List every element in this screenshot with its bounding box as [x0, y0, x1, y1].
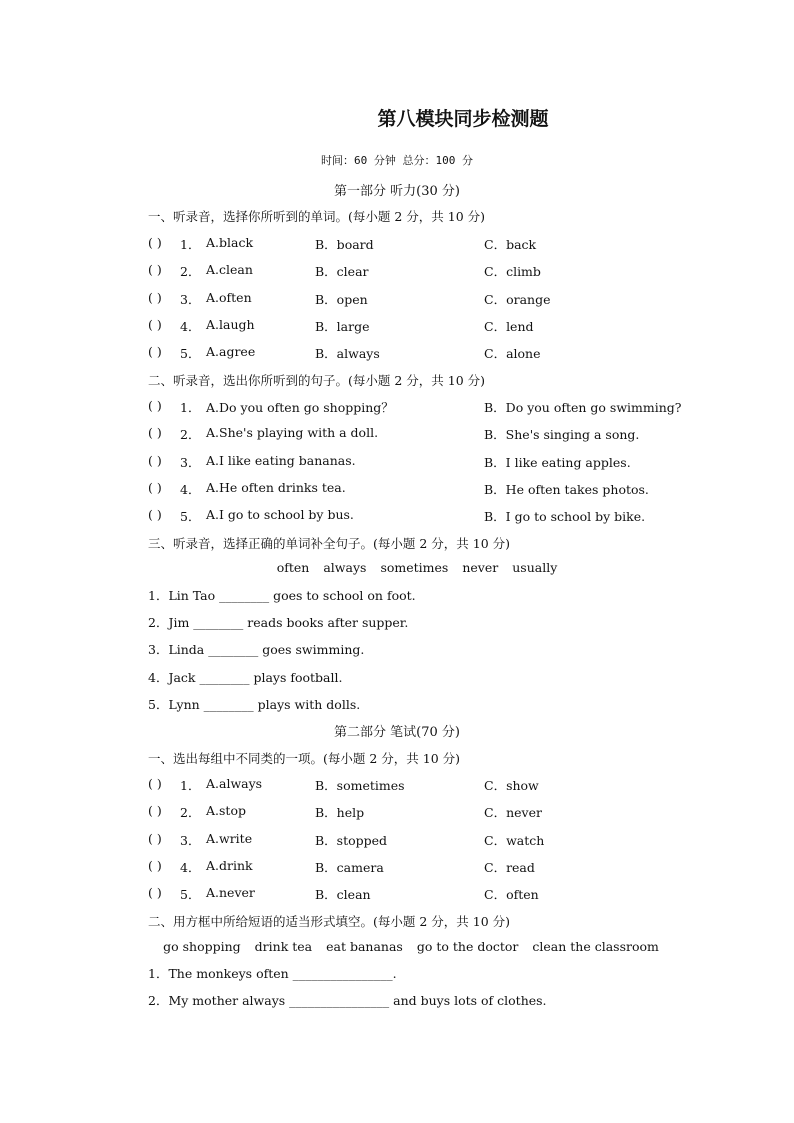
option-c: C．alone	[484, 346, 541, 362]
question-row	[148, 290, 708, 308]
fill-in-sentence: 3．Linda ________ goes swimming.	[148, 642, 365, 658]
option-a: A.agree	[206, 344, 256, 360]
question-row	[148, 803, 708, 821]
option-a: A.I go to school by bus.	[206, 507, 354, 523]
question-row	[148, 425, 708, 443]
answer-blank: ( )	[148, 803, 162, 819]
option-a: A.black	[206, 235, 254, 250]
word-bank-item: usually	[512, 560, 558, 575]
part2-sec1-heading: 一、选出每组中不同类的一项。(每小题 2 分，共 10 分)	[148, 751, 461, 766]
word-bank-item: never	[462, 560, 499, 575]
question-row	[148, 344, 708, 362]
exam-meta: 时间：60 分钟 总分：100 分	[321, 154, 473, 167]
fill-in-sentence: 1．Lin Tao ________ goes to school on foot.	[148, 588, 416, 603]
option-b: B．I like eating apples.	[484, 454, 631, 470]
option-b: B．She's singing a song.	[484, 427, 640, 443]
question-number: 2．	[180, 427, 201, 443]
option-b: B．clean	[315, 887, 371, 903]
option-c: C．watch	[484, 832, 545, 848]
question-number: 3．	[180, 291, 201, 307]
question-row	[148, 262, 708, 280]
word-bank-2	[0, 939, 794, 954]
option-c: C．climb	[484, 264, 541, 280]
fill-in-sentence: 1．The monkeys often ________________.	[148, 966, 397, 981]
option-b: B．He often takes photos.	[484, 481, 649, 497]
question-number: 5．	[180, 509, 201, 525]
option-b: B．board	[315, 237, 374, 252]
answer-blank: ( )	[148, 316, 162, 332]
question-number: 3．	[180, 832, 201, 848]
question-number: 1．	[180, 778, 201, 793]
question-row	[148, 453, 708, 471]
answer-blank: ( )	[148, 857, 162, 873]
part1-sec1-heading: 一、听录音，选择你所听到的单词。(每小题 2 分，共 10 分)	[148, 209, 486, 224]
question-row	[148, 480, 708, 498]
option-a: A.He often drinks tea.	[206, 479, 346, 495]
question-number: 3．	[180, 454, 201, 470]
fill-in-sentence: 2．Jim ________ reads books after supper.	[148, 615, 409, 631]
option-a: A.laugh	[206, 316, 255, 332]
word-bank-item: go to the doctor	[416, 939, 519, 954]
question-row	[148, 885, 708, 903]
option-c: C．read	[484, 859, 535, 875]
question-number: 5．	[180, 346, 201, 362]
option-b: B．camera	[315, 859, 384, 875]
option-a: A.She's playing with a doll.	[206, 425, 379, 441]
part2-heading: 第二部分 笔试(70 分)	[334, 725, 460, 740]
answer-blank: ( )	[148, 507, 162, 523]
question-number: 2．	[180, 264, 201, 280]
question-row	[148, 235, 708, 253]
answer-blank: ( )	[148, 235, 162, 250]
option-b: B．help	[315, 805, 365, 821]
answer-blank: ( )	[148, 776, 162, 791]
answer-blank: ( )	[148, 262, 162, 278]
question-number: 2．	[180, 805, 201, 821]
word-bank-item: often	[276, 560, 310, 575]
fill-in-sentence: 4．Jack ________ plays football.	[148, 669, 343, 685]
question-row	[148, 507, 708, 525]
word-bank-1	[0, 560, 794, 575]
question-row	[148, 831, 708, 849]
answer-blank: ( )	[148, 885, 162, 901]
option-b: B．stopped	[315, 832, 388, 848]
option-b: B．I go to school by bike.	[484, 509, 646, 525]
fill-in-sentence: 5．Lynn ________ plays with dolls.	[148, 696, 361, 712]
option-a: A.stop	[206, 803, 246, 819]
option-b: B．sometimes	[315, 778, 405, 793]
option-b: B．clear	[315, 264, 369, 280]
option-b: B．always	[315, 346, 380, 362]
question-number: 4．	[180, 859, 201, 875]
option-c: C．show	[484, 778, 539, 793]
page-title: 第八模块同步检测题	[377, 108, 549, 130]
option-c: C．back	[484, 237, 537, 252]
answer-blank: ( )	[148, 830, 162, 846]
word-bank-item: go shopping	[163, 939, 241, 954]
part1-sec3-heading: 三、听录音，选择正确的单词补全句子。(每小题 2 分，共 10 分)	[148, 536, 511, 551]
part2-sec2-heading: 二、用方框中所给短语的适当形式填空。(每小题 2 分，共 10 分)	[148, 914, 511, 929]
option-a: A.I like eating bananas.	[206, 452, 356, 468]
question-number: 1．	[180, 237, 201, 252]
word-bank-item: eat bananas	[326, 939, 403, 954]
question-number: 4．	[180, 318, 201, 334]
option-b: B．Do you often go swimming?	[484, 400, 682, 415]
option-a: A.clean	[206, 262, 253, 278]
option-a: A.often	[206, 289, 252, 305]
word-bank-item: always	[323, 560, 367, 575]
answer-blank: ( )	[148, 425, 162, 441]
question-row	[148, 858, 708, 876]
word-bank-item: clean the classroom	[532, 939, 659, 954]
answer-blank: ( )	[148, 344, 162, 360]
answer-blank: ( )	[148, 289, 162, 305]
part1-heading: 第一部分 听力(30 分)	[334, 184, 460, 199]
answer-blank: ( )	[148, 479, 162, 495]
answer-blank: ( )	[148, 398, 162, 413]
option-a: A.never	[206, 885, 255, 901]
word-bank-item: drink tea	[254, 939, 313, 954]
option-c: C．lend	[484, 318, 534, 334]
question-row	[148, 317, 708, 335]
option-c: C．never	[484, 805, 542, 821]
question-number: 5．	[180, 887, 201, 903]
question-row	[148, 398, 708, 416]
fill-in-sentence: 2．My mother always ________________ and buys lots of clothes.	[148, 993, 547, 1009]
answer-blank: ( )	[148, 452, 162, 468]
option-c: C．often	[484, 887, 539, 903]
question-number: 1．	[180, 400, 201, 415]
option-b: B．large	[315, 318, 370, 334]
word-bank-item: sometimes	[380, 560, 449, 575]
option-b: B．open	[315, 291, 368, 307]
option-a: A.always	[206, 776, 263, 791]
question-row	[148, 776, 708, 794]
option-a: A.write	[206, 830, 253, 846]
option-a: A.Do you often go shopping？	[206, 400, 394, 415]
option-c: C．orange	[484, 291, 551, 307]
question-number: 4．	[180, 481, 201, 497]
option-a: A.drink	[206, 857, 253, 873]
part1-sec2-heading: 二、听录音，选出你所听到的句子。(每小题 2 分，共 10 分)	[148, 373, 486, 388]
